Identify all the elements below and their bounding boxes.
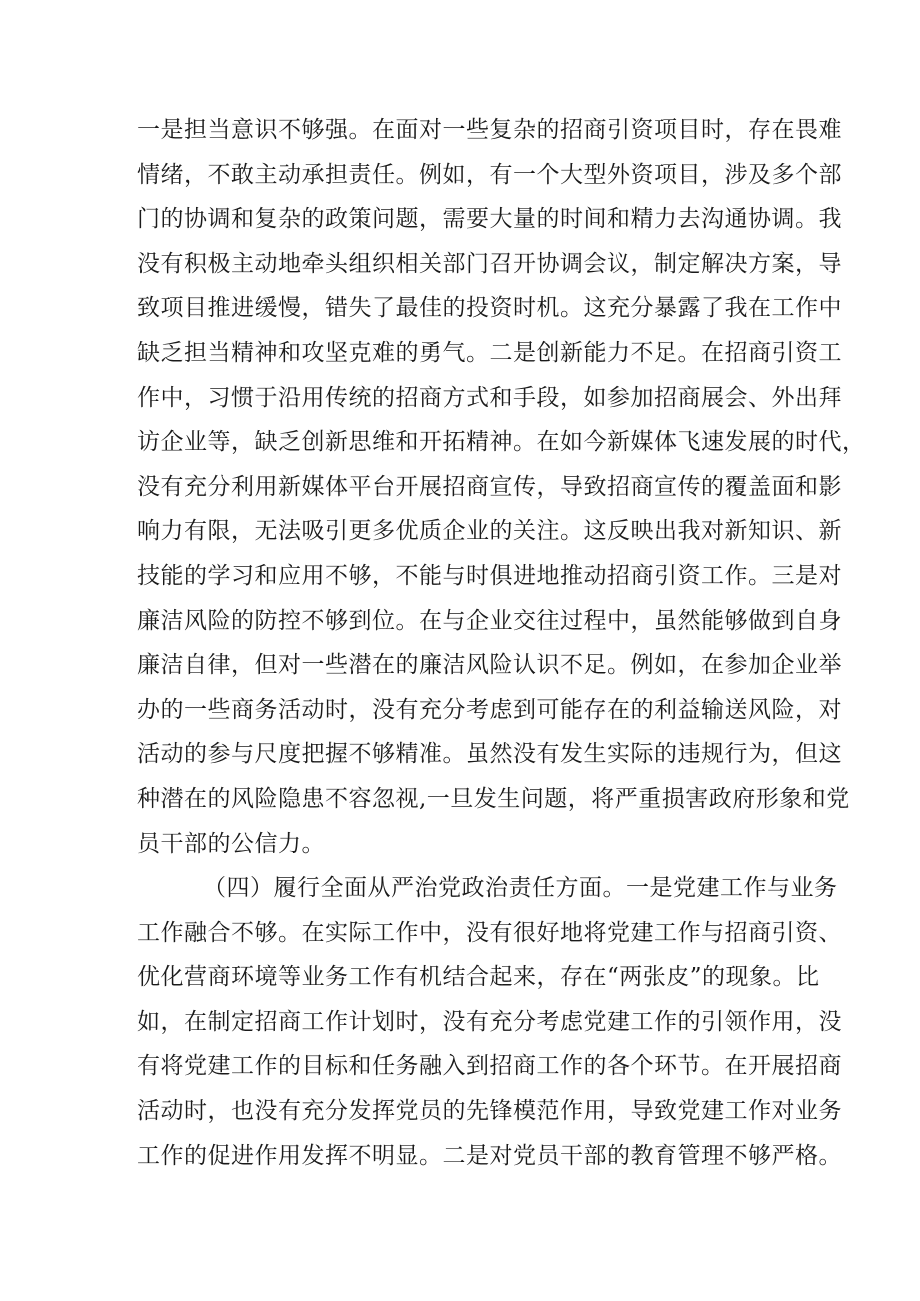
paragraph-1-line: 廉洁自律，但对一些潜在的廉洁风险认识不足。例如，在参加企业举 xyxy=(137,652,842,679)
paragraph-1-line: 响力有限，无法吸引更多优质企业的关注。这反映出我对新知识、新 xyxy=(137,518,842,545)
paragraph-2-line: 工作的促进作用发挥不明显。二是对党员干部的教育管理不够严格。 xyxy=(137,1142,842,1169)
paragraph-1-line: 访企业等，缺乏创新思维和开拓精神。在如今新媒体飞速发展的时代， xyxy=(137,429,866,456)
paragraph-1-line: 致项目推进缓慢，错失了最佳的投资时机。这充分暴露了我在工作中 xyxy=(137,295,842,322)
paragraph-2-line: 如，在制定招商工作计划时，没有充分考虑党建工作的引领作用，没 xyxy=(137,1008,842,1035)
paragraph-1-line: 一是担当意识不够强。在面对一些复杂的招商引资项目时，存在畏难 xyxy=(137,117,842,143)
paragraph-1-line: 缺乏担当精神和攻坚克难的勇气。二是创新能力不足。在招商引资工 xyxy=(137,339,842,366)
paragraph-1-line: 活动的参与尺度把握不够精准。虽然没有发生实际的违规行为，但这 xyxy=(137,741,842,768)
document-body xyxy=(137,108,866,1178)
paragraph-1-line: 技能的学习和应用不够，不能与时俱进地推动招商引资工作。三是对 xyxy=(137,562,842,589)
paragraph-1-line: 员干部的公信力。 xyxy=(137,830,325,857)
paragraph-1-line: 门的协调和复杂的政策问题，需要大量的时间和精力去沟通协调。我 xyxy=(137,206,842,233)
paragraph-1-line: 种潜在的风险隐患不容忽视,一旦发生问题，将严重损害政府形象和党 xyxy=(137,785,850,812)
paragraph-1-line: 情绪，不敢主动承担责任。例如，有一个大型外资项目，涉及多个部 xyxy=(137,161,842,188)
paragraph-1-line: 廉洁风险的防控不够到位。在与企业交往过程中，虽然能够做到自身 xyxy=(137,607,842,634)
paragraph-2-line: 工作融合不够。在实际工作中，没有很好地将党建工作与招商引资、 xyxy=(137,919,842,946)
paragraph-1-line: 没有充分利用新媒体平台开展招商宣传，导致招商宣传的覆盖面和影 xyxy=(137,473,842,500)
paragraph-2-line: 活动时，也没有充分发挥党员的先锋模范作用，导致党建工作对业务 xyxy=(137,1098,842,1125)
paragraph-1-line: 没有积极主动地牵头组织相关部门召开协调会议，制定解决方案，导 xyxy=(137,250,842,277)
paragraph-2-line: 优化营商环境等业务工作有机结合起来，存在“两张皮”的现象。比 xyxy=(137,964,820,991)
paragraph-1-line: 作中，习惯于沿用传统的招商方式和手段，如参加招商展会、外出拜 xyxy=(137,384,842,411)
paragraph-2-line: （四）履行全面从严治党政治责任方面。一是党建工作与业务 xyxy=(203,875,838,902)
paragraph-1-line: 办的一些商务活动时，没有充分考虑到可能存在的利益输送风险，对 xyxy=(137,696,842,723)
paragraph-2-line: 有将党建工作的目标和任务融入到招商工作的各个环节。在开展招商 xyxy=(137,1053,842,1080)
